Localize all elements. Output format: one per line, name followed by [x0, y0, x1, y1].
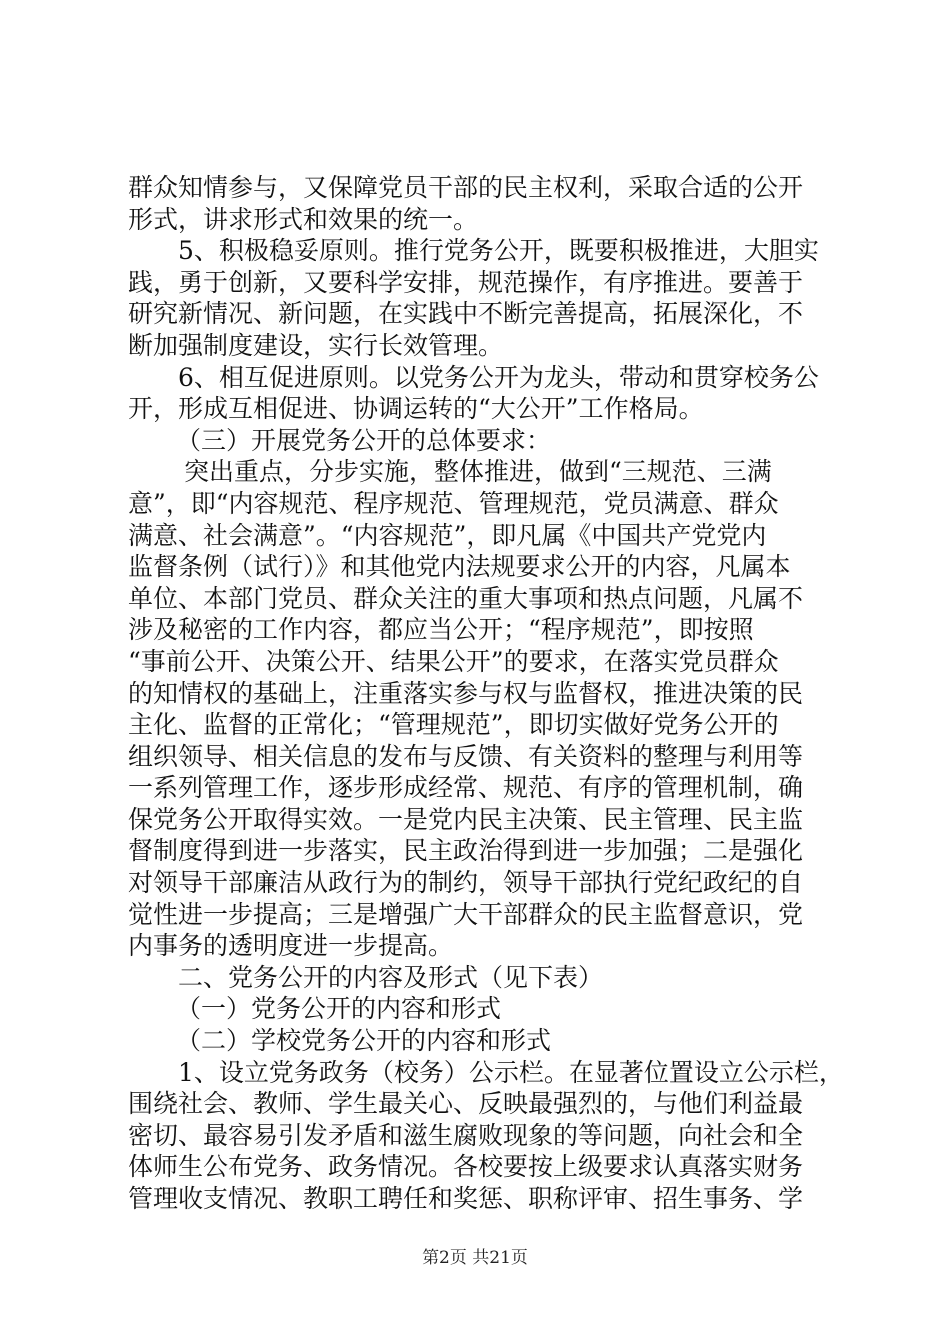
text-line: 对领导干部廉洁从政行为的制约，领导干部执行党纪政纪的自 [128, 868, 804, 898]
document-body [128, 172, 844, 1215]
text-line: 涉及秘密的工作内容，都应当公开；“程序规范”，即按照 [128, 615, 754, 645]
text-line: 体师生公布党务、政务情况。各校要按上级要求认真落实财务 [128, 1152, 804, 1182]
section-heading: （二）学校党务公开的内容和形式 [176, 1026, 552, 1056]
text-line: 管理收支情况、教职工聘任和奖惩、职称评审、招生事务、学 [128, 1184, 804, 1213]
text-line: 的知情权的基础上，注重落实参与权与监督权，推进决策的民 [128, 678, 804, 708]
text-line: 1、设立党务政务（校务）公示栏。在显著位置设立公示栏， [178, 1057, 844, 1087]
text-line: 群众知情参与，又保障党员干部的民主权利，采取合适的公开 [128, 173, 804, 202]
section-heading: （一）党务公开的内容和形式 [176, 994, 502, 1024]
text-line: 围绕社会、教师、学生最关心、反映最强烈的，与他们利益最 [128, 1089, 804, 1119]
text-line: 密切、最容易引发矛盾和滋生腐败现象的等问题，向社会和全 [128, 1120, 804, 1150]
text-line: 满意、社会满意”。“内容规范”，即凡属《中国共产党党内 [128, 520, 767, 550]
text-line: 保党务公开取得实效。一是党内民主决策、民主管理、民主监 [128, 804, 804, 834]
section-heading: 二、党务公开的内容及形式（见下表） [178, 962, 604, 992]
text-line: 5、积极稳妥原则。推行党务公开，既要积极推进，大胆实 [178, 236, 819, 266]
text-line: 意”，即“内容规范、程序规范、管理规范，党员满意、群众 [128, 488, 779, 518]
text-line: 内事务的透明度进一步提高。 [128, 931, 454, 961]
text-line: 开，形成互相促进、协调运转的“大公开”工作格局。 [128, 394, 704, 424]
text-line: 形式，讲求形式和效果的统一。 [128, 204, 479, 234]
text-line: 断加强制度建设，实行长效管理。 [128, 330, 504, 360]
text-line: 单位、本部门党员、群众关注的重大事项和热点问题，凡属不 [128, 583, 804, 613]
text-line: 一系列管理工作，逐步形成经常、规范、有序的管理机制，确 [128, 773, 804, 803]
text-line: 6、相互促进原则。以党务公开为龙头，带动和贯穿校务公 [178, 362, 819, 392]
text-line: 突出重点，分步实施，整体推进，做到“三规范、三满 [184, 457, 772, 487]
text-line: 监督条例（试行）》和其他党内法规要求公开的内容，凡属本 [128, 552, 791, 582]
text-line: 觉性进一步提高；三是增强广大干部群众的民主监督意识，党 [128, 899, 804, 929]
section-heading: （三）开展党务公开的总体要求： [176, 425, 552, 455]
page-number-footer: 第2页 共21页 [422, 1248, 528, 1268]
text-line: 组织领导、相关信息的发布与反馈、有关资料的整理与利用等 [128, 741, 804, 771]
text-line: 主化、监督的正常化；“管理规范”，即切实做好党务公开的 [128, 710, 779, 740]
text-line: 研究新情况、新问题，在实践中不断完善提高，拓展深化，不 [128, 299, 804, 329]
text-line: 督制度得到进一步落实，民主政治得到进一步加强；二是强化 [128, 836, 804, 866]
text-line: “事前公开、决策公开、结果公开”的要求，在落实党员群众 [128, 646, 779, 676]
text-line: 践，勇于创新，又要科学安排，规范操作，有序推进。要善于 [128, 267, 804, 297]
